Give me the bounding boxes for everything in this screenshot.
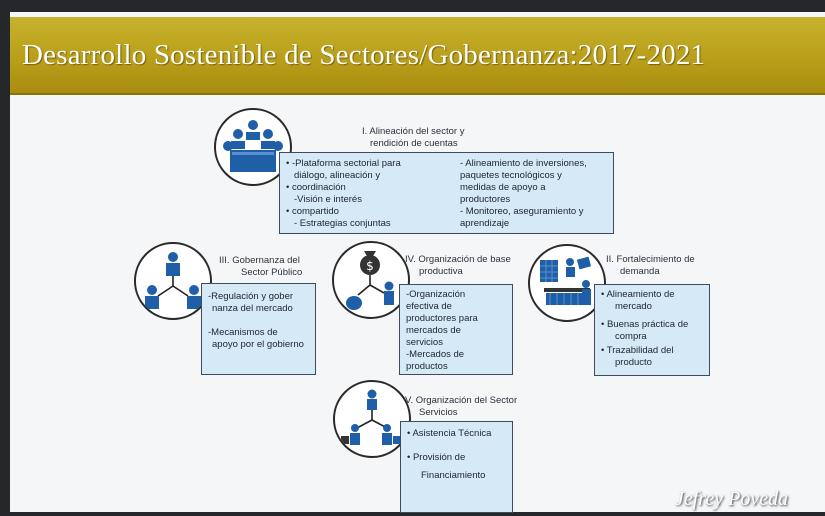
section-4-title: IV. Organización de base productiva <box>405 254 511 277</box>
section-3-box: -Regulación y gober nanza del mercado -Mecanismos de apoyo por el gobierno <box>201 283 316 375</box>
title-bar <box>10 17 825 95</box>
section-1-title: I. Alineación del sector y rendición de cuentas <box>362 126 465 149</box>
section-2-box: • Alineamiento de mercado • Buenas práctica de compra • Trazabilidad del producto <box>594 284 710 376</box>
slide-title: Desarrollo Sostenible de Sectores/Gobernanza:2017-2021 <box>22 39 706 71</box>
watermark-signature: Jefrey Poveda <box>675 488 789 510</box>
section-4-box: -Organización efectiva de productores para mercados de servicios -Mercados de productos <box>399 284 513 375</box>
section-5-title: V. Organización del Sector Servicios <box>405 395 518 418</box>
section-3-title: III. Gobernanza del Sector Público <box>219 255 303 278</box>
svg-text:$: $ <box>366 259 374 273</box>
section-2-title: II. Fortalecimiento de demanda <box>606 254 695 277</box>
section-1-box: • -Plataforma sectorial para diálogo, alineación y • coordinación -Visión e interés • compartido - Estrategias conjuntas - Alineamiento de inversiones, paquetes tecnológicos y medidas de apoyo a productores - Monitoreo, aseguramiento y aprendizaje <box>279 152 614 234</box>
section-5-box: • Asistencia Técnica • Provisión de Financiamiento <box>400 421 513 513</box>
